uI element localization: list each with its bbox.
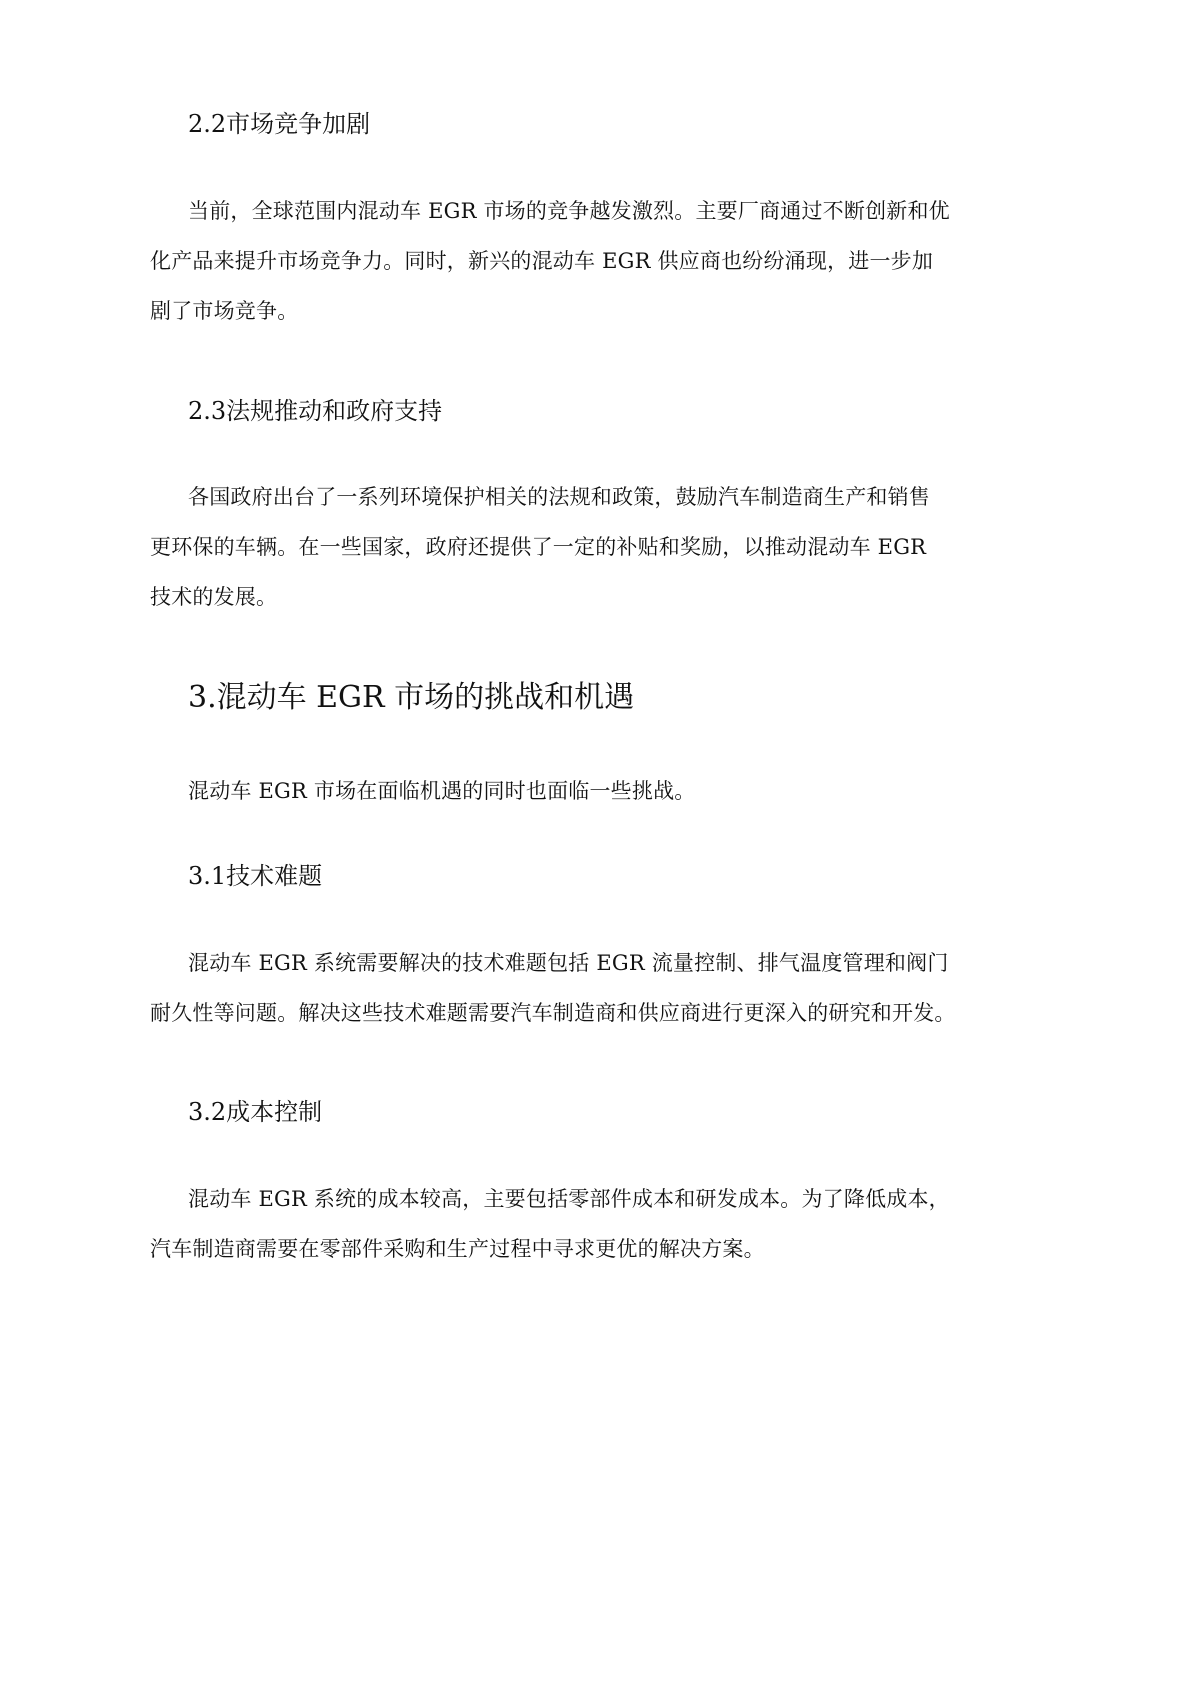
paragraph-line: 混动车 EGR 系统的成本较高，主要包括零部件成本和研发成本。为了降低成本， [188,1187,950,1211]
section-heading-2-2: 2.2市场竞争加剧 [188,110,371,138]
paragraph-line: 当前，全球范围内混动车 EGR 市场的竞争越发激烈。主要厂商通过不断创新和优 [188,199,950,223]
paragraph-2-3 [150,472,1050,622]
paragraph-line: 耐久性等问题。解决这些技术难题需要汽车制造商和供应商进行更深入的研究和开发。 [150,1001,956,1025]
paragraph-line: 化产品来提升市场竞争力。同时，新兴的混动车 EGR 供应商也纷纷涌现，进一步加 [150,249,934,273]
paragraph-3-2 [150,1174,1050,1274]
paragraph-line: 各国政府出台了一系列环境保护相关的法规和政策，鼓励汽车制造商生产和销售 [188,485,930,509]
chapter-heading-3: 3.混动车 EGR 市场的挑战和机遇 [188,680,635,715]
paragraph-line: 剧了市场竞争。 [150,299,299,323]
paragraph-2-2 [150,186,1050,336]
section-heading-2-3: 2.3法规推动和政府支持 [188,397,443,425]
paragraph-3-intro [150,766,1050,816]
paragraph-line: 更环保的车辆。在一些国家，政府还提供了一定的补贴和奖励，以推动混动车 EGR [150,535,927,559]
paragraph-line: 混动车 EGR 系统需要解决的技术难题包括 EGR 流量控制、排气温度管理和阀门 [188,951,949,975]
paragraph-line: 汽车制造商需要在零部件采购和生产过程中寻求更优的解决方案。 [150,1237,765,1261]
paragraph-line: 技术的发展。 [150,585,278,609]
section-heading-3-1: 3.1技术难题 [188,862,323,890]
paragraph-line: 混动车 EGR 市场在面临机遇的同时也面临一些挑战。 [188,779,696,803]
section-heading-3-2: 3.2成本控制 [188,1098,323,1126]
paragraph-3-1 [150,938,1050,1038]
